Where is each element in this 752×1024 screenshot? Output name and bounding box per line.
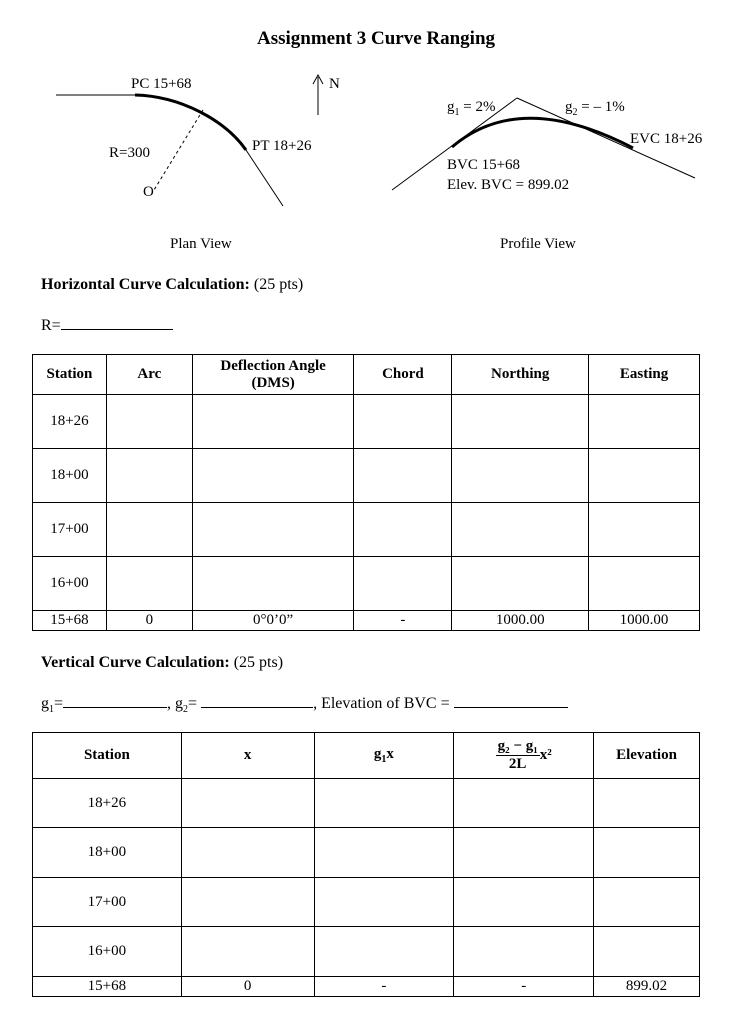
x-cell[interactable] [181,927,314,977]
x-cell[interactable] [181,828,314,878]
arc-cell[interactable] [106,449,192,503]
col-easting: Easting [589,355,700,395]
elevation-cell[interactable] [594,927,700,977]
bvc-elevation-field[interactable] [454,693,568,708]
horizontal-header-row [33,355,700,395]
g1x-cell[interactable] [314,828,454,878]
northing-cell[interactable] [452,503,589,557]
arc-cell[interactable] [106,395,192,449]
vertical-table [32,732,700,997]
plan-curve [135,95,246,150]
northing-cell[interactable] [452,449,589,503]
station-cell: 18+00 [33,449,107,503]
col-deflection: Deflection Angle (DMS) [192,355,354,395]
profile-vertical-curve [452,118,633,148]
center-label: O [143,184,154,200]
x-cell: 0 [181,977,314,997]
easting-cell: 1000.00 [589,611,700,631]
station-cell: 17+00 [33,503,107,557]
elevation-cell[interactable] [594,779,700,828]
chord-cell[interactable] [354,557,452,611]
x-cell[interactable] [181,779,314,828]
g1x-cell[interactable] [314,927,454,977]
station-cell: 18+26 [33,779,182,828]
deflection-cell[interactable] [192,449,354,503]
deflection-cell[interactable] [192,503,354,557]
table-row [33,878,700,927]
g1x-cell[interactable] [314,878,454,927]
easting-cell[interactable] [589,449,700,503]
bvc-label: BVC 15+68 [447,157,521,173]
table-row [33,395,700,449]
pt-label: PT 18+26 [252,138,312,154]
profile-view-caption: Profile View [500,236,576,252]
table-row [33,449,700,503]
radius-field[interactable]: R= [41,315,173,335]
col-formula: $\frac{\text{g₂ − g₁}}{2L}$ x² [454,733,594,779]
table-row [33,977,700,997]
profile-view-diagram [380,60,752,260]
chord-cell[interactable] [354,503,452,557]
table-row [33,503,700,557]
formula-cell[interactable] [454,927,594,977]
arc-cell: 0 [106,611,192,631]
col-x: x [181,733,314,779]
evc-label: EVC 18+26 [630,131,703,147]
chord-cell: - [354,611,452,631]
formula-cell: - [454,977,594,997]
station-cell: 16+00 [33,557,107,611]
g1-field[interactable] [63,693,167,708]
chord-cell[interactable] [354,395,452,449]
col-northing: Northing [452,355,589,395]
vertical-inputs: $g_1=$ , $g_2=$ , Elevation of BVC = [41,693,568,715]
vertical-heading: Vertical Curve Calculation: (25 pts) [41,654,284,671]
north-label: N [329,76,340,92]
plan-view-caption: Plan View [170,236,232,252]
bvc-elevation-label: Elev. BVC = 899.02 [447,177,570,193]
easting-cell[interactable] [589,503,700,557]
elevation-cell[interactable] [594,878,700,927]
col-station: Station [33,733,182,779]
table-row [33,611,700,631]
table-row [33,779,700,828]
elevation-cell[interactable] [594,828,700,878]
col-elevation: Elevation [594,733,700,779]
chord-cell[interactable] [354,449,452,503]
northing-cell[interactable] [452,395,589,449]
station-cell: 18+00 [33,828,182,878]
g1x-cell: - [314,977,454,997]
station-cell: 15+68 [33,611,107,631]
horizontal-heading: Horizontal Curve Calculation: (25 pts) [41,276,304,293]
g2-field[interactable] [201,693,313,708]
x-cell[interactable] [181,878,314,927]
page-title: Assignment 3 Curve Ranging [256,28,496,49]
easting-cell[interactable] [589,395,700,449]
northing-cell[interactable] [452,557,589,611]
arc-cell[interactable] [106,503,192,557]
radius-label: R=300 [109,145,150,161]
arc-cell[interactable] [106,557,192,611]
station-cell: 15+68 [33,977,182,997]
deflection-cell: 0°0’0” [192,611,354,631]
table-row [33,927,700,977]
g1x-cell[interactable] [314,779,454,828]
northing-cell: 1000.00 [452,611,589,631]
deflection-cell[interactable] [192,395,354,449]
station-cell: 18+26 [33,395,107,449]
col-station: Station [33,355,107,395]
table-row [33,557,700,611]
easting-cell[interactable] [589,557,700,611]
station-cell: 16+00 [33,927,182,977]
g2-grade-label: $g_2$ = – 1% [565,99,625,118]
elevation-cell: 899.02 [594,977,700,997]
plan-tangent-ahead [246,150,283,206]
vertical-header-row [33,733,700,779]
formula-cell[interactable] [454,779,594,828]
col-arc: Arc [106,355,192,395]
station-cell: 17+00 [33,878,182,927]
deflection-cell[interactable] [192,557,354,611]
formula-cell[interactable] [454,828,594,878]
pc-label: PC 15+68 [131,76,192,92]
horizontal-table [32,354,700,631]
col-g1x: $g_1x$ [314,733,454,779]
g1-grade-label: $g_1 = 2\%$ [447,99,496,118]
formula-cell[interactable] [454,878,594,927]
col-chord: Chord [354,355,452,395]
table-row [33,828,700,878]
plan-radius-line [154,110,203,190]
